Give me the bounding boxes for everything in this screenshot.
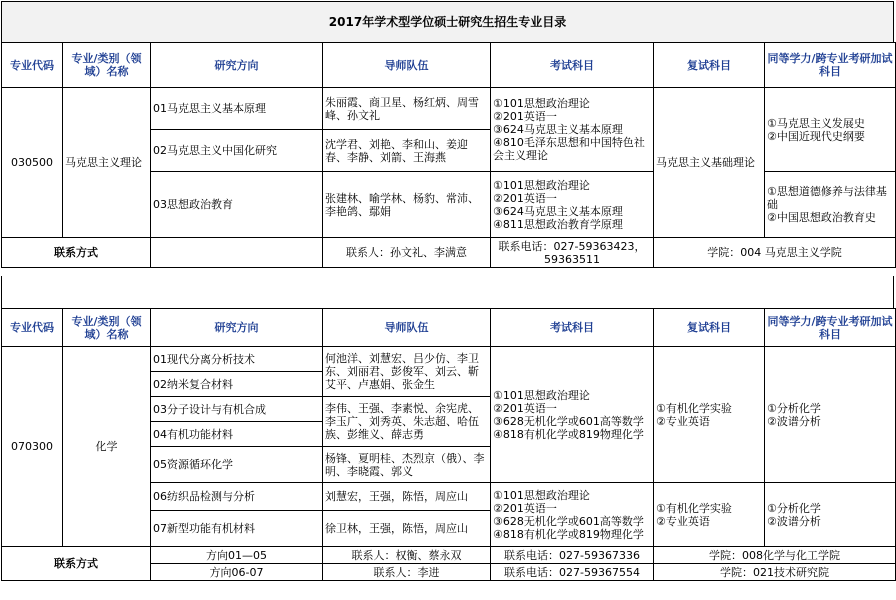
extra-subjects: ①思想道德修养与法律基础 ②中国思想政治教育史	[765, 172, 896, 238]
header-extra: 同等学力/跨专业考研加试科目	[765, 309, 896, 347]
exam-subjects: ①101思想政治理论 ②201英语一 ③624马克思主义基本原理 ④811思想政治教育学原理	[491, 172, 654, 238]
header-exam: 考试科目	[491, 43, 654, 88]
advisors-cell: 刘慧宏，王强，陈悟，周应山	[323, 483, 491, 511]
contact-school: 学院：008化学与化工学院	[654, 547, 896, 564]
header-category: 专业/类别（领域）名称	[63, 309, 151, 347]
retest-subjects: ①有机化学实验 ②专业英语	[654, 347, 765, 483]
header-retest: 复试科目	[654, 309, 765, 347]
contact-school: 学院：021技术研究院	[654, 564, 896, 581]
contact-phone: 联系电话：027-59363423，59363511	[491, 238, 654, 268]
header-category: 专业/类别（领域）名称	[63, 43, 151, 88]
catalog-table-chemistry	[1, 308, 896, 581]
contact-person: 联系人：孙文礼、李满意	[323, 238, 491, 268]
direction-item: 07新型功能有机材料	[151, 511, 323, 547]
advisors-cell: 朱丽霞、商卫星、杨红炳、周雪峰、孙文礼	[323, 88, 491, 130]
advisors-cell: 沈学君、刘艳、李和山、姜迎春、李静、刘箭、王海燕	[323, 130, 491, 172]
contact-label: 联系方式	[2, 238, 151, 268]
header-extra: 同等学力/跨专业考研加试科目	[765, 43, 896, 88]
contact-phone: 联系电话：027-59367554	[491, 564, 654, 581]
extra-subjects: ①分析化学 ②波谱分析	[765, 483, 896, 547]
contact-empty	[151, 238, 323, 268]
header-direction: 研究方向	[151, 309, 323, 347]
direction-item: 03分子设计与有机合成	[151, 397, 323, 422]
header-advisors: 导师队伍	[323, 43, 491, 88]
exam-subjects: ①101思想政治理论 ②201英语一 ③624马克思主义基本原理 ④810毛泽东思想和中国特色社会主义理论	[491, 88, 654, 172]
header-code: 专业代码	[2, 43, 63, 88]
contact-phone: 联系电话：027-59367336	[491, 547, 654, 564]
contact-person: 联系人：权衡、蔡永双	[323, 547, 491, 564]
header-advisors: 导师队伍	[323, 309, 491, 347]
major-code: 070300	[2, 347, 63, 547]
contact-direction: 方向01—05	[151, 547, 323, 564]
major-name: 马克思主义理论	[63, 88, 151, 238]
direction-item: 05资源循环化学	[151, 447, 323, 483]
direction-item: 02马克思主义中国化研究	[151, 130, 323, 172]
advisors-cell: 何池洋、刘慧宏、吕少仿、李卫东、刘丽君、彭俊军、刘云、靳艾平、卢惠娟、张金生	[323, 347, 491, 397]
advisors-cell: 李伟、王强、李素悦、余宪虎、李玉广、刘秀英、朱志超、哈伍族、彭维义、薛志勇	[323, 397, 491, 447]
direction-item: 02纳米复合材料	[151, 372, 323, 397]
contact-label: 联系方式	[2, 547, 151, 581]
exam-subjects: ①101思想政治理论 ②201英语一 ③628无机化学或601高等数学 ④818有机化学或819物理化学	[491, 483, 654, 547]
header-exam: 考试科目	[491, 309, 654, 347]
extra-subjects: ①马克思主义发展史 ②中国近现代史纲要	[765, 88, 896, 172]
contact-person: 联系人：李进	[323, 564, 491, 581]
catalog-table-marxism	[1, 42, 896, 268]
direction-item: 03思想政治教育	[151, 172, 323, 238]
header-retest: 复试科目	[654, 43, 765, 88]
direction-item: 01马克思主义基本原理	[151, 88, 323, 130]
header-code: 专业代码	[2, 309, 63, 347]
major-code: 030500	[2, 88, 63, 238]
section-gap	[1, 276, 894, 308]
header-direction: 研究方向	[151, 43, 323, 88]
contact-school: 学院：004 马克思主义学院	[654, 238, 896, 268]
page-title: 2017年学术型学位硕士研究生招生专业目录	[1, 1, 894, 42]
extra-subjects: ①分析化学 ②波谱分析	[765, 347, 896, 483]
retest-subjects: ①有机化学实验 ②专业英语	[654, 483, 765, 547]
direction-item: 01现代分离分析技术	[151, 347, 323, 372]
advisors-cell: 张建林、喻学林、杨豹、常沛、李艳鸽、鄢娟	[323, 172, 491, 238]
retest-subject: 马克思主义基础理论	[654, 88, 765, 238]
exam-subjects: ①101思想政治理论 ②201英语一 ③628无机化学或601高等数学 ④818有机化学或819物理化学	[491, 347, 654, 483]
direction-item: 04有机功能材料	[151, 422, 323, 447]
advisors-cell: 杨锋、夏明桂、杰烈京（俄）、李明、李晓霞、郭义	[323, 447, 491, 483]
contact-direction: 方向06-07	[151, 564, 323, 581]
direction-item: 06纺织品检测与分析	[151, 483, 323, 511]
advisors-cell: 徐卫林，王强，陈悟，周应山	[323, 511, 491, 547]
major-name: 化学	[63, 347, 151, 547]
